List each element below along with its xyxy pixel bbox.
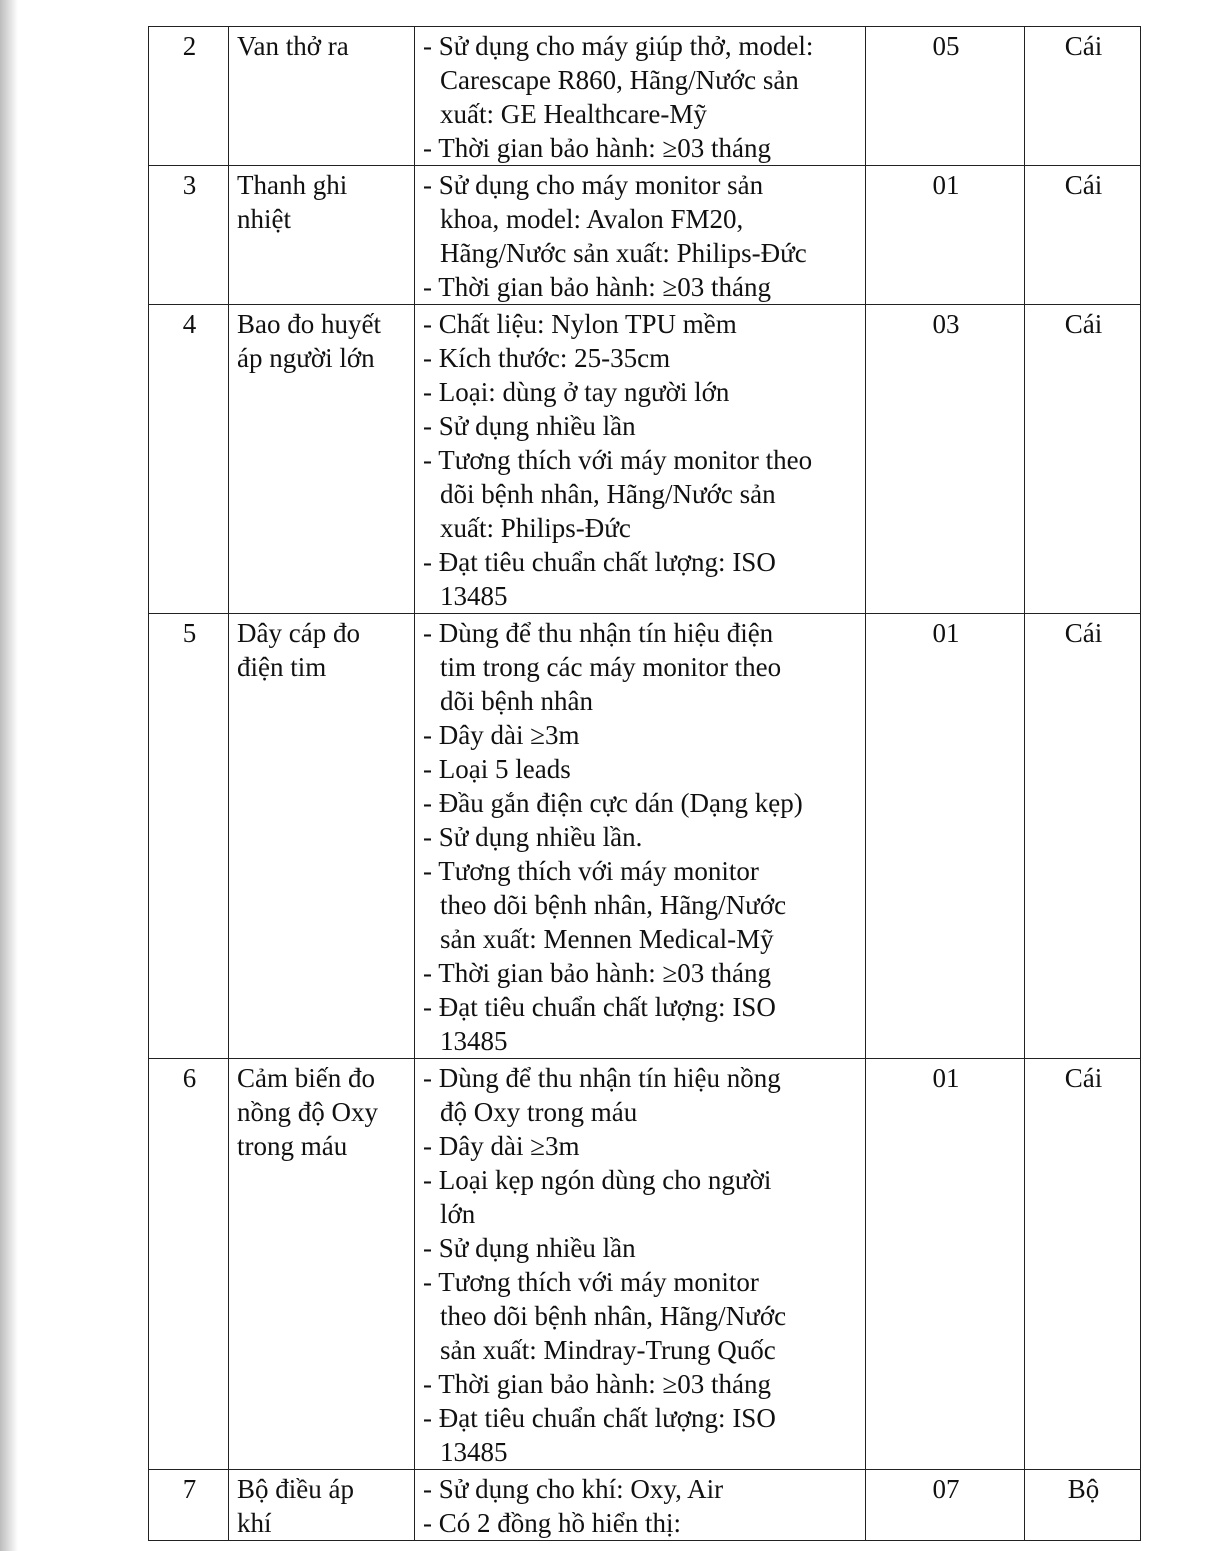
spec-line: - Loại: dùng ở tay người lớn: [423, 377, 730, 407]
spec-line: - Loại 5 leads: [423, 754, 571, 784]
spec-line: - Thời gian bảo hành: ≥03 tháng: [423, 272, 772, 302]
item-specification: [415, 27, 866, 166]
spec-line: - Dây dài ≥3m: [423, 720, 580, 750]
spec-line: 13485: [440, 1026, 508, 1056]
spec-line: 13485: [440, 1437, 508, 1467]
spec-line: xuất: GE Healthcare-Mỹ: [440, 99, 707, 129]
spec-line: sản xuất: Mindray-Trung Quốc: [440, 1335, 776, 1365]
spec-line: - Dùng để thu nhận tín hiệu nồng: [423, 1063, 781, 1093]
item-name-line: Van thở ra: [237, 31, 349, 61]
spec-line: - Sử dụng cho máy giúp thở, model:: [423, 31, 814, 61]
table-row: [149, 614, 1141, 1059]
item-unit: Cái: [1025, 614, 1141, 1059]
spec-line: - Kích thước: 25-35cm: [423, 343, 671, 373]
item-specification: [415, 1470, 866, 1541]
item-quantity: 07: [866, 1470, 1025, 1541]
spec-line: - Có 2 đồng hồ hiển thị:: [423, 1508, 681, 1538]
item-quantity: 01: [866, 166, 1025, 305]
spec-line: - Sử dụng cho khí: Oxy, Air: [423, 1474, 724, 1504]
spec-line: - Dùng để thu nhận tín hiệu điện: [423, 618, 774, 648]
row-number: 2: [149, 27, 229, 166]
spec-line: dõi bệnh nhân: [440, 686, 593, 716]
item-name-line: khí: [237, 1508, 272, 1538]
table-row: [149, 27, 1141, 166]
item-name: [229, 27, 415, 166]
item-name: [229, 1059, 415, 1470]
item-specification: [415, 166, 866, 305]
row-number: 3: [149, 166, 229, 305]
item-name-line: Cảm biến đo: [237, 1063, 375, 1093]
item-unit: Bộ: [1025, 1470, 1141, 1541]
row-number: 7: [149, 1470, 229, 1541]
item-name-line: Thanh ghi: [237, 170, 348, 200]
spec-line: - Dây dài ≥3m: [423, 1131, 580, 1161]
spec-line: theo dõi bệnh nhân, Hãng/Nước: [440, 890, 787, 920]
spec-line: - Sử dụng nhiều lần: [423, 411, 636, 441]
item-quantity: 03: [866, 305, 1025, 614]
item-name-line: trong máu: [237, 1131, 348, 1161]
item-specification: [415, 614, 866, 1059]
scan-page-edge-shadow: [0, 0, 18, 1551]
spec-line: - Đạt tiêu chuẩn chất lượng: ISO: [423, 1403, 776, 1433]
item-name-line: nồng độ Oxy: [237, 1097, 378, 1127]
spec-line: - Sử dụng cho máy monitor sản: [423, 170, 764, 200]
item-quantity: 01: [866, 614, 1025, 1059]
table-row: [149, 305, 1141, 614]
spec-line: lớn: [440, 1199, 476, 1229]
equipment-spec-table: [148, 26, 1141, 1541]
table-row: [149, 1059, 1141, 1470]
item-name: [229, 1470, 415, 1541]
spec-line: Hãng/Nước sản xuất: Philips-Đức: [440, 238, 807, 268]
table-row: [149, 1470, 1141, 1541]
spec-line: - Loại kẹp ngón dùng cho người: [423, 1165, 772, 1195]
row-number: 6: [149, 1059, 229, 1470]
spec-line: - Tương thích với máy monitor theo: [423, 445, 813, 475]
spec-line: - Chất liệu: Nylon TPU mềm: [423, 309, 737, 339]
item-name-line: nhiệt: [237, 204, 291, 234]
item-name: [229, 614, 415, 1059]
spec-line: - Đầu gắn điện cực dán (Dạng kẹp): [423, 788, 803, 818]
item-specification: [415, 305, 866, 614]
spec-line: - Thời gian bảo hành: ≥03 tháng: [423, 958, 772, 988]
table-body: [149, 27, 1141, 1541]
spec-line: - Tương thích với máy monitor: [423, 1267, 759, 1297]
spec-line: độ Oxy trong máu: [440, 1097, 638, 1127]
spec-line: Carescape R860, Hãng/Nước sản: [440, 65, 799, 95]
item-name-line: áp người lớn: [237, 343, 375, 373]
item-name-line: Dây cáp đo: [237, 618, 360, 648]
item-unit: Cái: [1025, 1059, 1141, 1470]
spec-line: dõi bệnh nhân, Hãng/Nước sản: [440, 479, 776, 509]
spec-line: - Đạt tiêu chuẩn chất lượng: ISO: [423, 547, 776, 577]
spec-line: - Tương thích với máy monitor: [423, 856, 759, 886]
spec-line: theo dõi bệnh nhân, Hãng/Nước: [440, 1301, 787, 1331]
item-unit: Cái: [1025, 166, 1141, 305]
table-row: [149, 166, 1141, 305]
spec-line: sản xuất: Mennen Medical-Mỹ: [440, 924, 774, 954]
spec-line: khoa, model: Avalon FM20,: [440, 204, 744, 234]
spec-line: - Sử dụng nhiều lần.: [423, 822, 643, 852]
item-unit: Cái: [1025, 305, 1141, 614]
item-name-line: Bao đo huyết: [237, 309, 381, 339]
row-number: 5: [149, 614, 229, 1059]
spec-line: - Thời gian bảo hành: ≥03 tháng: [423, 133, 772, 163]
item-quantity: 01: [866, 1059, 1025, 1470]
item-quantity: 05: [866, 27, 1025, 166]
spec-line: tim trong các máy monitor theo: [440, 652, 782, 682]
spec-line: - Thời gian bảo hành: ≥03 tháng: [423, 1369, 772, 1399]
row-number: 4: [149, 305, 229, 614]
item-name: [229, 305, 415, 614]
item-name: [229, 166, 415, 305]
spec-line: 13485: [440, 581, 508, 611]
spec-line: - Sử dụng nhiều lần: [423, 1233, 636, 1263]
item-specification: [415, 1059, 866, 1470]
spec-line: xuất: Philips-Đức: [440, 513, 631, 543]
item-name-line: Bộ điều áp: [237, 1474, 354, 1504]
item-unit: Cái: [1025, 27, 1141, 166]
spec-line: - Đạt tiêu chuẩn chất lượng: ISO: [423, 992, 776, 1022]
item-name-line: điện tim: [237, 652, 327, 682]
